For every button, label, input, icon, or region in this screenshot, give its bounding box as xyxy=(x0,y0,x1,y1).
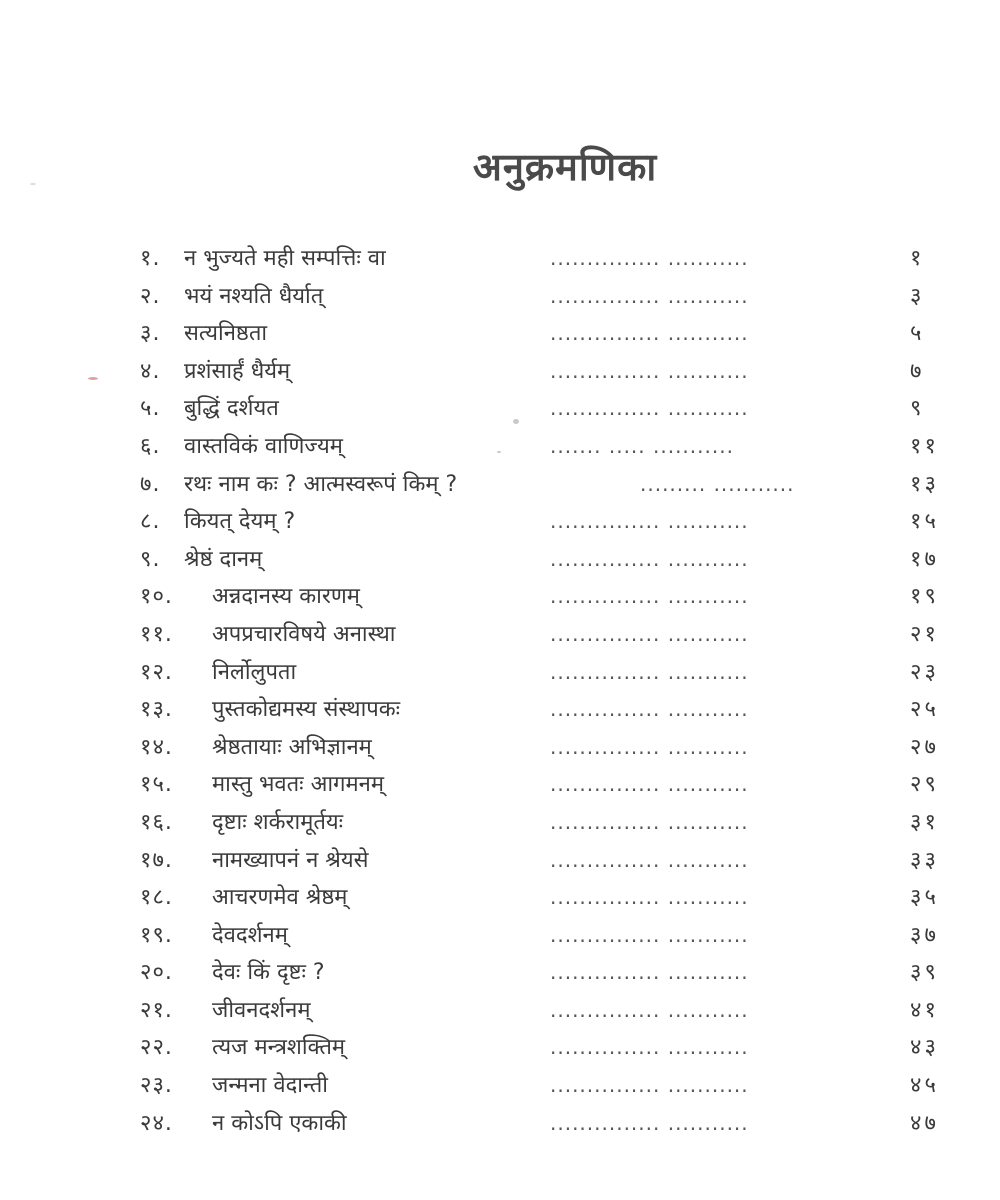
toc-entry xyxy=(140,541,970,579)
entry-number: १०. xyxy=(140,584,173,610)
entry-page-number: २७ xyxy=(910,734,939,760)
entry-number: १. xyxy=(140,246,161,271)
entry-title: आचरणमेव श्रेष्ठम् xyxy=(212,885,348,911)
entry-number: ९. xyxy=(140,546,161,572)
entry-number: १९. xyxy=(140,922,173,948)
dot-leader: ....... ..... ........... xyxy=(550,433,734,458)
toc-entry xyxy=(140,428,970,466)
entry-title: पुस्तकोद्यमस्य संस्थापकः xyxy=(212,697,401,723)
entry-page-number: ४१ xyxy=(910,997,939,1023)
entry-title: रथः नाम कः ? आत्मस्वरूपं किम् ? xyxy=(184,471,458,497)
dot-leader: ............... ........... xyxy=(550,922,749,947)
dot-leader: ............... ........... xyxy=(550,1110,749,1135)
dot-leader: ............... ........... xyxy=(550,960,749,985)
entry-page-number: १३ xyxy=(910,471,939,497)
toc-entry xyxy=(140,992,970,1030)
toc-entry xyxy=(140,1029,970,1067)
entry-number: १४. xyxy=(140,734,173,760)
toc-entry xyxy=(140,278,970,316)
entry-number: २०. xyxy=(140,960,173,986)
entry-page-number: १९ xyxy=(910,584,939,610)
entry-number: १८. xyxy=(140,885,173,911)
entry-title: निर्लोलुपता xyxy=(212,659,297,685)
entry-title: न कोऽपि एकाकी xyxy=(212,1110,347,1136)
toc-entry xyxy=(140,616,970,654)
toc-entry xyxy=(140,1067,970,1105)
toc-entry xyxy=(140,917,970,955)
entry-page-number: ४५ xyxy=(910,1073,939,1099)
dot-leader: ............... ........... xyxy=(550,734,749,759)
entry-page-number: १७ xyxy=(910,546,939,572)
paper-speck xyxy=(497,451,501,453)
toc-entry xyxy=(140,879,970,917)
entry-title: अन्नदानस्य कारणम् xyxy=(212,584,360,610)
toc-entry xyxy=(140,315,970,353)
entry-title: त्यज मन्त्रशक्तिम् xyxy=(212,1035,346,1061)
entry-number: १७. xyxy=(140,847,173,873)
dot-leader: ............... ........... xyxy=(550,847,749,872)
toc-entry xyxy=(140,729,970,767)
entry-page-number: ९ xyxy=(910,396,925,422)
entry-number: १३. xyxy=(140,697,173,723)
entry-number: २३. xyxy=(140,1073,173,1099)
toc-entry xyxy=(140,804,970,842)
paper-speck xyxy=(513,419,519,424)
toc-entry xyxy=(140,842,970,880)
paper-speck xyxy=(30,183,36,185)
dot-leader: ............... ........... xyxy=(550,621,749,646)
dot-leader: ............... ........... xyxy=(550,1073,749,1098)
toc-entry xyxy=(140,466,970,504)
entry-number: १६. xyxy=(140,809,173,835)
dot-leader: ............... ........... xyxy=(550,809,749,834)
entry-title: श्रेष्ठतायाः अभिज्ञानम् xyxy=(212,734,372,760)
page-title: अनुक्रमणिका xyxy=(472,145,658,189)
entry-title: जीवनदर्शनम् xyxy=(212,997,311,1023)
dot-leader: ............... ........... xyxy=(550,396,749,421)
entry-number: २. xyxy=(140,283,161,309)
entry-page-number: ३१ xyxy=(910,809,939,835)
entry-number: १५. xyxy=(140,772,173,798)
entry-page-number: २१ xyxy=(910,621,939,647)
toc-entry xyxy=(140,1105,970,1143)
entry-title: नामख्यापनं न श्रेयसे xyxy=(212,847,369,873)
entry-title: देवः किं दृष्टः ? xyxy=(212,960,325,986)
entry-title: मास्तु भवतः आगमनम् xyxy=(212,772,385,798)
toc-entry xyxy=(140,503,970,541)
dot-leader: ............... ........... xyxy=(550,509,749,534)
entry-number: ५. xyxy=(140,396,161,422)
entry-number: ३. xyxy=(140,321,161,347)
entry-number: २२. xyxy=(140,1035,173,1061)
toc-entry xyxy=(140,578,970,616)
entry-title: श्रेष्ठं दानम् xyxy=(184,546,263,572)
entry-title: जन्मना वेदान्ती xyxy=(212,1073,329,1099)
entry-title: कियत् देयम् ? xyxy=(184,509,296,535)
entry-number: ११. xyxy=(140,621,173,647)
dot-leader: ............... ........... xyxy=(550,321,749,346)
entry-page-number: ३७ xyxy=(910,922,939,948)
table-of-contents xyxy=(140,240,970,1142)
entry-title: देवदर्शनम् xyxy=(212,922,288,948)
entry-page-number: २३ xyxy=(910,659,939,685)
toc-entry xyxy=(140,240,970,278)
dot-leader: ............... ........... xyxy=(550,772,749,797)
entry-page-number: २५ xyxy=(910,697,939,723)
dot-leader: ............... ........... xyxy=(550,885,749,910)
entry-page-number: ४७ xyxy=(910,1110,939,1136)
dot-leader: ............... ........... xyxy=(550,997,749,1022)
entry-number: ४. xyxy=(140,358,161,384)
dot-leader: ............... ........... xyxy=(550,283,749,308)
dot-leader: ............... ........... xyxy=(550,246,749,270)
entry-title: दृष्टाः शर्करामूर्तयः xyxy=(212,809,344,835)
dot-leader: ............... ........... xyxy=(550,1035,749,1060)
entry-number: ६. xyxy=(140,433,161,459)
entry-title: प्रशंसार्हं धैर्यम् xyxy=(184,358,291,384)
dot-leader: ............... ........... xyxy=(550,697,749,722)
toc-entry xyxy=(140,954,970,992)
entry-number: ७. xyxy=(140,471,161,497)
toc-entry xyxy=(140,353,970,391)
entry-title: भयं नश्यति धैर्यात् xyxy=(184,283,324,309)
entry-page-number: १ xyxy=(910,246,925,271)
dot-leader: ............... ........... xyxy=(550,546,749,571)
entry-page-number: ७ xyxy=(910,358,925,384)
entry-number: २१. xyxy=(140,997,173,1023)
paper-speck xyxy=(88,377,98,380)
entry-number: १२. xyxy=(140,659,173,685)
toc-entry xyxy=(140,766,970,804)
toc-entry xyxy=(140,390,970,428)
entry-title: वास्तविकं वाणिज्यम् xyxy=(184,433,343,459)
entry-title: न भुज्यते मही सम्पत्तिः वा xyxy=(184,246,386,271)
entry-page-number: ३९ xyxy=(910,960,939,986)
entry-title: बुद्धिं दर्शयत xyxy=(184,396,279,422)
toc-entry xyxy=(140,654,970,692)
dot-leader: ............... ........... xyxy=(550,659,749,684)
entry-number: ८. xyxy=(140,509,161,535)
entry-page-number: ३ xyxy=(910,283,925,309)
dot-leader: ............... ........... xyxy=(550,358,749,383)
entry-page-number: १५ xyxy=(910,509,939,535)
entry-title: सत्यनिष्ठता xyxy=(184,321,268,347)
entry-page-number: ४३ xyxy=(910,1035,939,1061)
entry-number: २४. xyxy=(140,1110,173,1136)
dot-leader: ......... ........... xyxy=(640,471,795,496)
entry-title: अपप्रचारविषये अनास्था xyxy=(212,621,396,647)
entry-page-number: २९ xyxy=(910,772,939,798)
entry-page-number: ३३ xyxy=(910,847,939,873)
entry-page-number: ११ xyxy=(910,433,939,459)
entry-page-number: ३५ xyxy=(910,885,939,911)
entry-page-number: ५ xyxy=(910,321,925,347)
dot-leader: ............... ........... xyxy=(550,584,749,609)
toc-entry xyxy=(140,691,970,729)
